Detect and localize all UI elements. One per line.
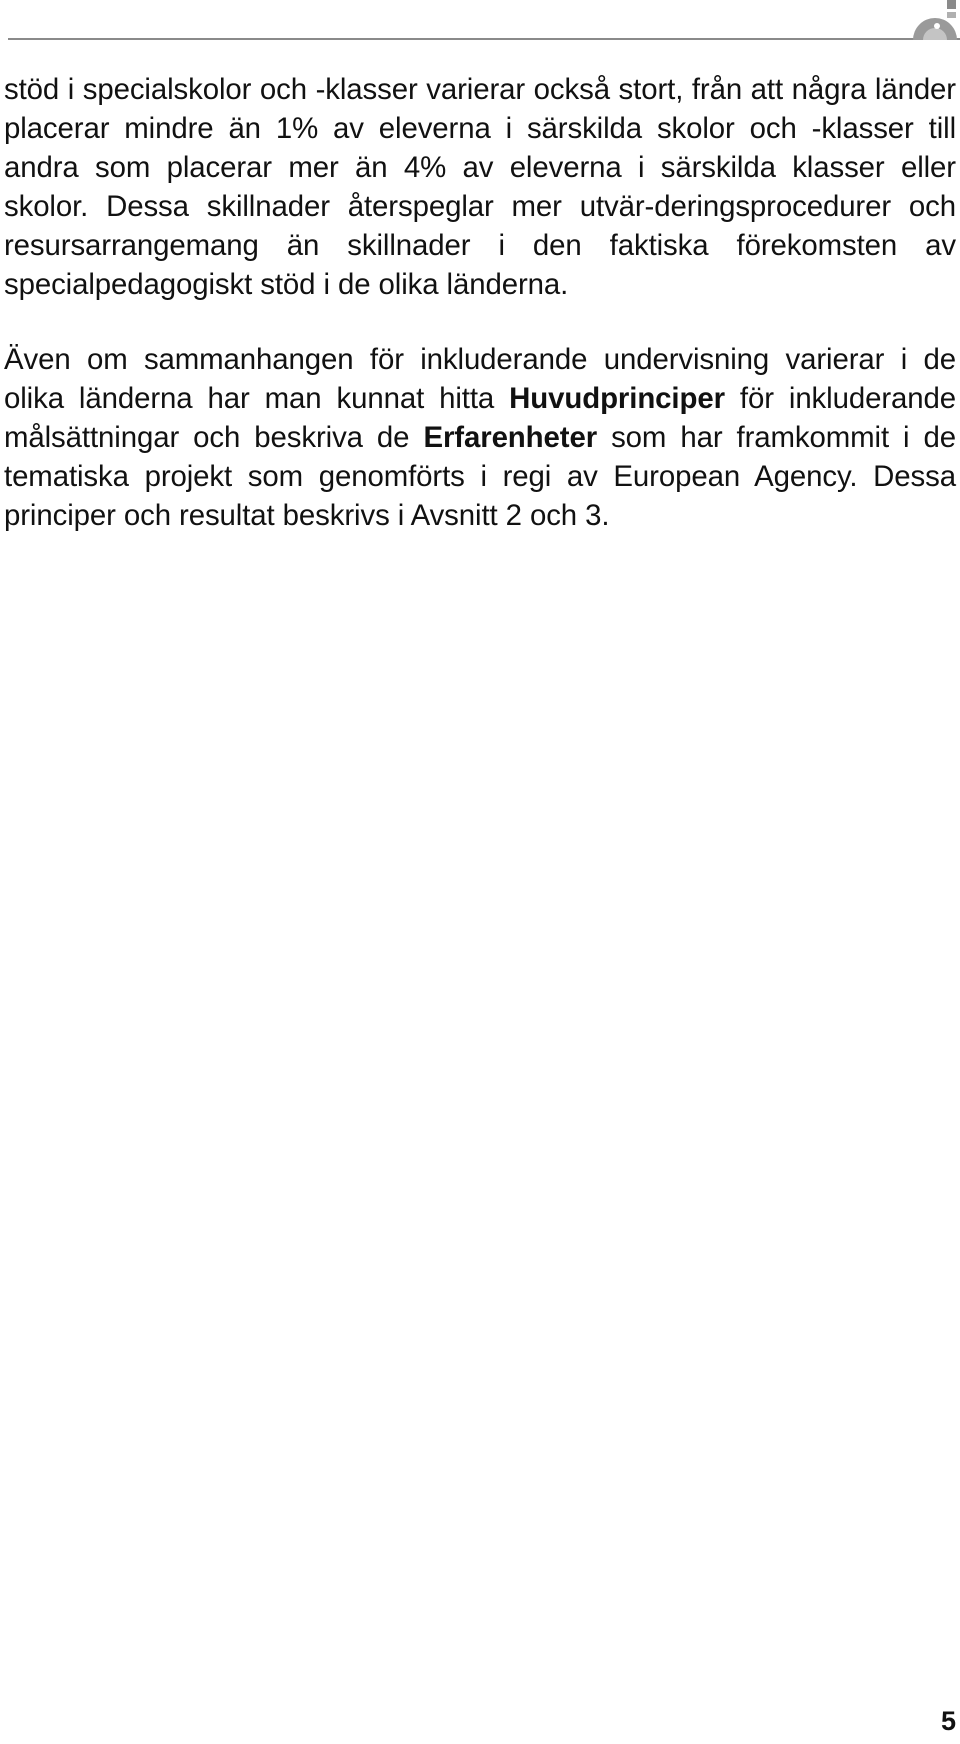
paragraph-2 xyxy=(4,340,956,535)
header-rule xyxy=(8,38,960,40)
page-number: 5 xyxy=(940,1706,956,1736)
bold-term-huvudprinciper: Huvudprinciper xyxy=(509,382,725,415)
paragraph-2-text-a: Även om sammanhangen för inkluderande undervisning varierar i de olika länderna har man kunnat hitta xyxy=(4,343,956,415)
document-body xyxy=(4,70,956,535)
bold-term-erfarenheter: Erfarenheter xyxy=(423,421,598,454)
paragraph-2-text-c: som har framkommit i de tematiska projekt som genomförts i regi av European Agency. Dessa principer och resultat beskrivs i Avsnitt 2 och 3. xyxy=(4,421,956,532)
agency-logo-icon xyxy=(905,0,960,40)
paragraph-1: stöd i specialskolor och -klasser varierar också stort, från att några länder placerar mindre än 1% av eleverna i särskilda skolor och -klasser till andra som placerar mer än 4% av eleverna i särskilda klasser eller skolor. Dessa skillnader återspeglar mer utvär-deringsprocedurer och resursarrangemang än skillnader i den faktiska förekomsten av specialpedagogiskt stöd i de olika länderna. xyxy=(4,73,956,301)
paragraph-2-text-b: för inkluderande målsättningar och beskriva de xyxy=(4,382,956,454)
